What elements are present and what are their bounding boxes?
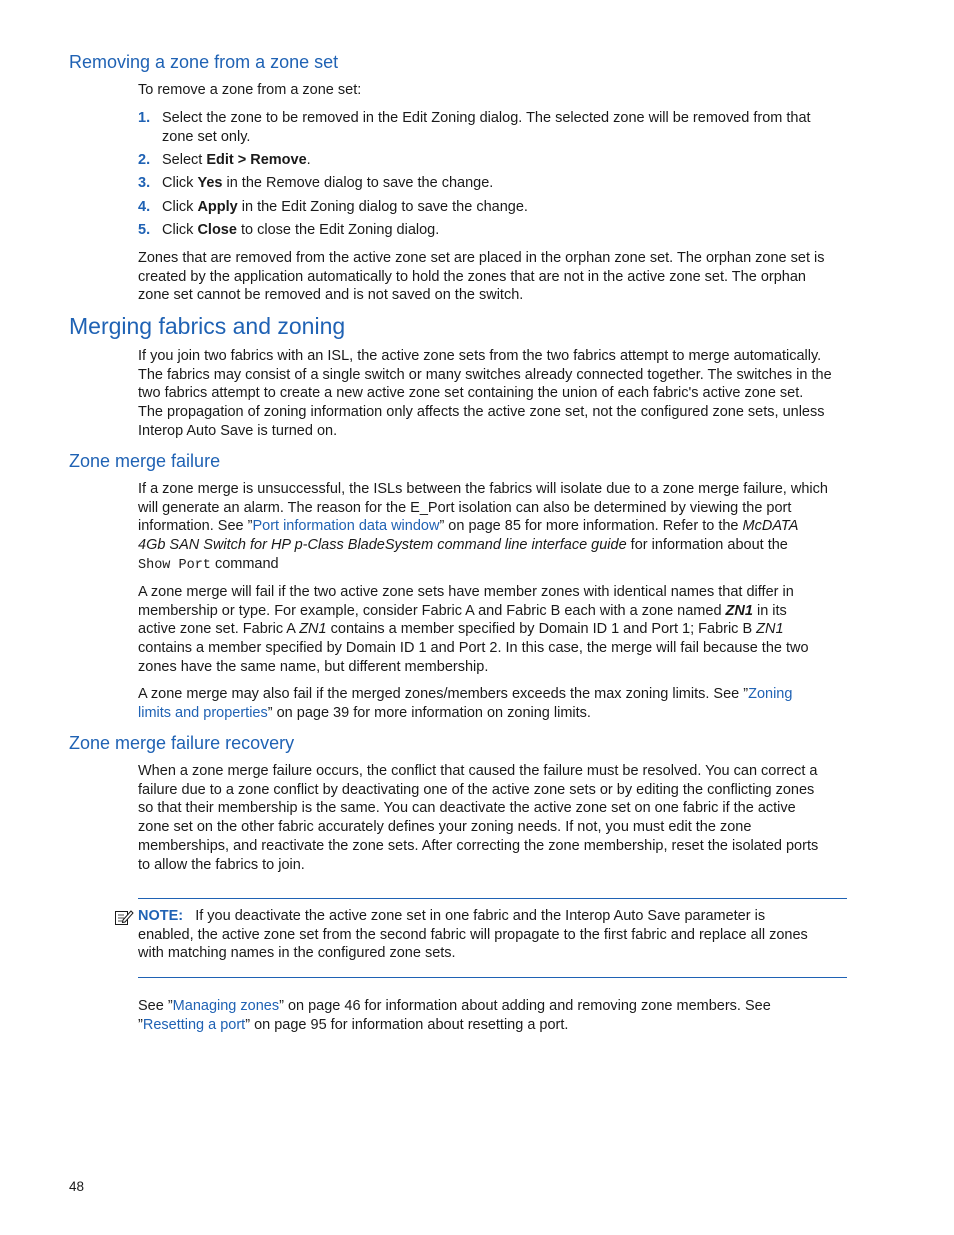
link-zoning-limits-cont[interactable]: limits and properties [138,704,268,721]
note-pencil-icon [114,908,134,926]
link-zoning-limits[interactable]: Zoning [748,686,793,702]
removing-intro: To remove a zone from a zone set: [138,82,362,98]
merging-paragraph: If you join two fabrics with an ISL, the active zone sets from the two fabrics attempt to merge automatically. The fabrics may consist of a single switch or many switches already connected together. The switches in the two fabrics attempt to create a new active zone set containing the union of each fabric's active zone set. The propagation of zoning information only affects the active zone set, not the configured zone sets, unless Interop Auto Save is turned on. [138,348,832,439]
note-top-rule [138,898,847,899]
see-also-paragraph: See ”Managing zones” on page 46 for information about adding and removing zone members. See ”Resetting a port” on page 95 for information about resetting a port. [138,998,771,1033]
failure-paragraph-2: A zone merge will fail if the two active zone sets have member zones with identical names that differ in membership or type. For example, consider Fabric A and Fabric B each with a zone named ZN1 in its active zone set. Fabric A ZN1 contains a member specified by Domain ID 1 and Port 1; Fabric B ZN1 contains a member specified by Domain ID 1 and Port 2. In this case, the merge will fail because the two zones have the same name, but different membership. [138,584,809,675]
failure-paragraph-3: A zone merge may also fail if the merged zones/members exceeds the max zoning limits. See ”Zoning limits and properties” on page 39 for more information on zoning limits. [138,686,793,721]
link-managing-zones[interactable]: Managing zones [172,998,280,1014]
note-label: NOTE: [138,908,184,924]
orphan-zone-paragraph: Zones that are removed from the active zone set are placed in the orphan zone set. The orphan zone set is created by the application automatically to hold the zones that are not in the active zone set. The orphan zone set cannot be removed and is not saved on the switch. [138,250,825,304]
failure-paragraph-1: If a zone merge is unsuccessful, the ISLs between the fabrics will isolate due to a zone merge failure, which will generate an alarm. The reason for the E_Port isolation can also be determined by viewing the port information. See ”Port information data window” on page 85 for more information. Refer to the McDATA 4Gb SAN Switch for HP p-Class BladeSystem command line interface guide for information about the Show Port command [138,481,828,573]
link-resetting-a-port[interactable]: Resetting a port [142,1016,246,1033]
note-bottom-rule [138,977,847,978]
recovery-paragraph: When a zone merge failure occurs, the conflict that caused the failure must be resolved. You can correct a failure due to a zone conflict by deactivating one of the active zone sets or by editing the conflicting zones so that their membership is the same. You can deactivate the active zone set on one fabric if the active zone set on the other fabric accurately defines your zoning needs. If not, you must edit the zone memberships, and reactivate the zone sets. After correcting the zone membership, reset the isolated ports to allow the fabrics to join. [138,763,819,873]
code-show-port: Show Port [138,557,211,573]
page-number: 48 [69,1179,85,1194]
section-heading-failure: Zone merge failure [69,451,221,471]
note-paragraph: NOTE: If you deactivate the active zone set in one fabric and the Interop Auto Save parameter is enabled, the active zone set from the second fabric will propagate to the first fabric and replace all zones with matching names in the configured zone sets. [138,908,808,962]
link-port-information-data-window[interactable]: Port information data window [252,518,440,535]
section-heading-removing: Removing a zone from a zone set [69,52,339,72]
section-heading-recovery: Zone merge failure recovery [69,733,295,753]
section-heading-merging: Merging fabrics and zoning [69,313,346,339]
removing-steps-list: 1. Select the zone to be removed in the Edit Zoning dialog. The selected zone will be removed from that zone set only. 2. Select Edit > Remove. 3. Click Yes in the Remove dialog to save the change. 4. Click Apply in the Edit Zoning dialog to save the change. 5. Click Close to close the Edit Zoning dialog. [138,110,811,238]
